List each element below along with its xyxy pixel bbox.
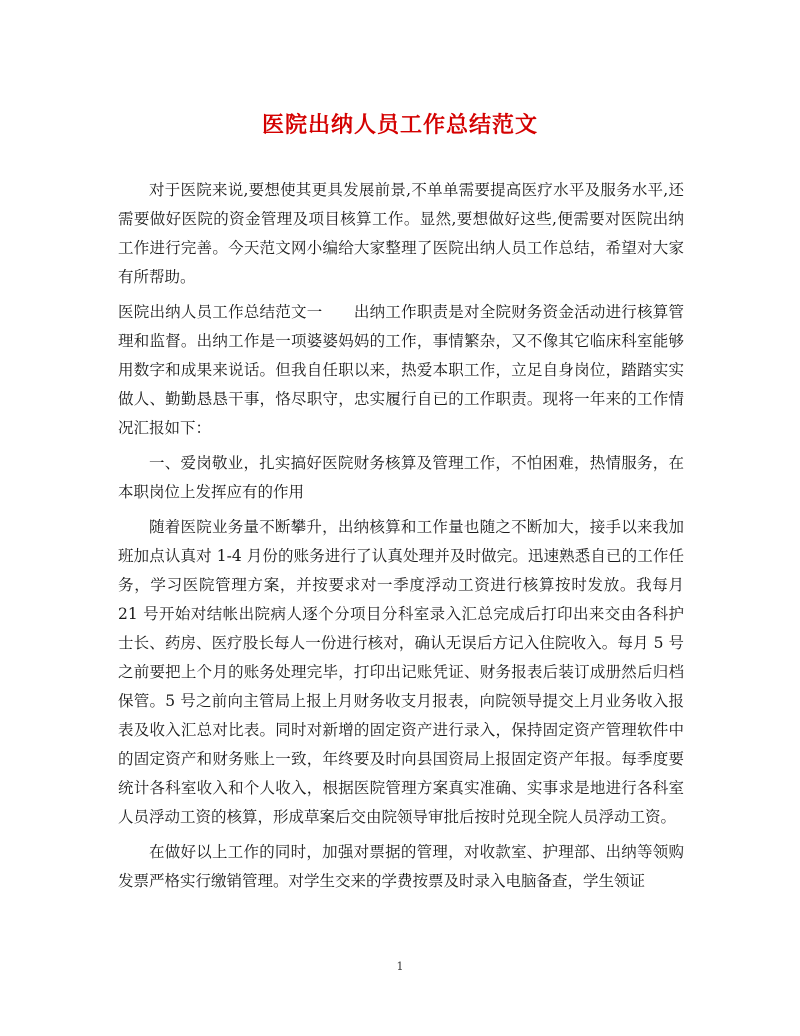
document-body bbox=[118, 176, 684, 902]
heading-paragraph: 一、爱岗敬业，扎实搞好医院财务核算及管理工作，不怕困难，热情服务，在本职岗位上发挥应有的作用 bbox=[118, 454, 684, 501]
receipt-management-paragraph: 在做好以上工作的同时，加强对票据的管理，对收款室、护理部、出纳等领购发票严格实行缴销管理。对学生交来的学费按票及时录入电脑备查，学生领证 bbox=[118, 843, 684, 890]
page-number: 1 bbox=[396, 960, 404, 973]
intro-paragraph: 对于医院来说,要想使其更具发展前景,不单单需要提高医疗水平及服务水平,还需要做好医院的资金管理及项目核算工作。显然,要想做好这些,便需要对医院出纳工作进行完善。今天范文网小编给大家整理了医院出纳人员工作总结，希望对大家有所帮助。 bbox=[118, 181, 684, 286]
section-one-paragraph: 医院出纳人员工作总结范文一 出纳工作职责是对全院财务资金活动进行核算管理和监督。出纳工作是一项婆婆妈妈的工作，事情繁杂，又不像其它临床科室能够用数字和成果来说话。但我自任职以来，热爱本职工作，立足自身岗位，踏踏实实做人、勤勤恳恳干事，恪尽职守，忠实履行自已的工作职责。现将一年来的工作情况汇报如下： bbox=[118, 303, 684, 437]
work-details-paragraph: 随着医院业务量不断攀升，出纳核算和工作量也随之不断加大，接手以来我加班加点认真对 1-4 月份的账务进行了认真处理并及时做完。迅速熟悉自已的工作任务，学习医院管理方案，并按要求对一季度浮动工资进行核算按时发放。我每月 21 号开始对结帐出院病人逐个分项目分科室录入汇总完成后打印出来交由各科护士长、药房、医疗股长每人一份进行核对，确认无误后方记入住院收入。每月 5 号之前要把上个月的账务处理完毕，打印出记账凭证、财务报表后装订成册然后归档保管。5 号之前向主管局上报上月财务收支月报表，向院领导提交上月业务收入报表及收入汇总对比表。同时对新增的固定资产进行录入，保持固定资产管理软件中的固定资产和财务账上一致，年终要及时向县国资局上报固定资产年报。每季度要统计各科室收入和个人收入，根据医院管理方案真实准确、实事求是地进行各科室人员浮动工资的核算，形成草案后交由院领导审批后按时兑现全院人员浮动工资。 bbox=[118, 518, 684, 826]
document-title: 医院出纳人员工作总结范文 bbox=[261, 112, 538, 138]
